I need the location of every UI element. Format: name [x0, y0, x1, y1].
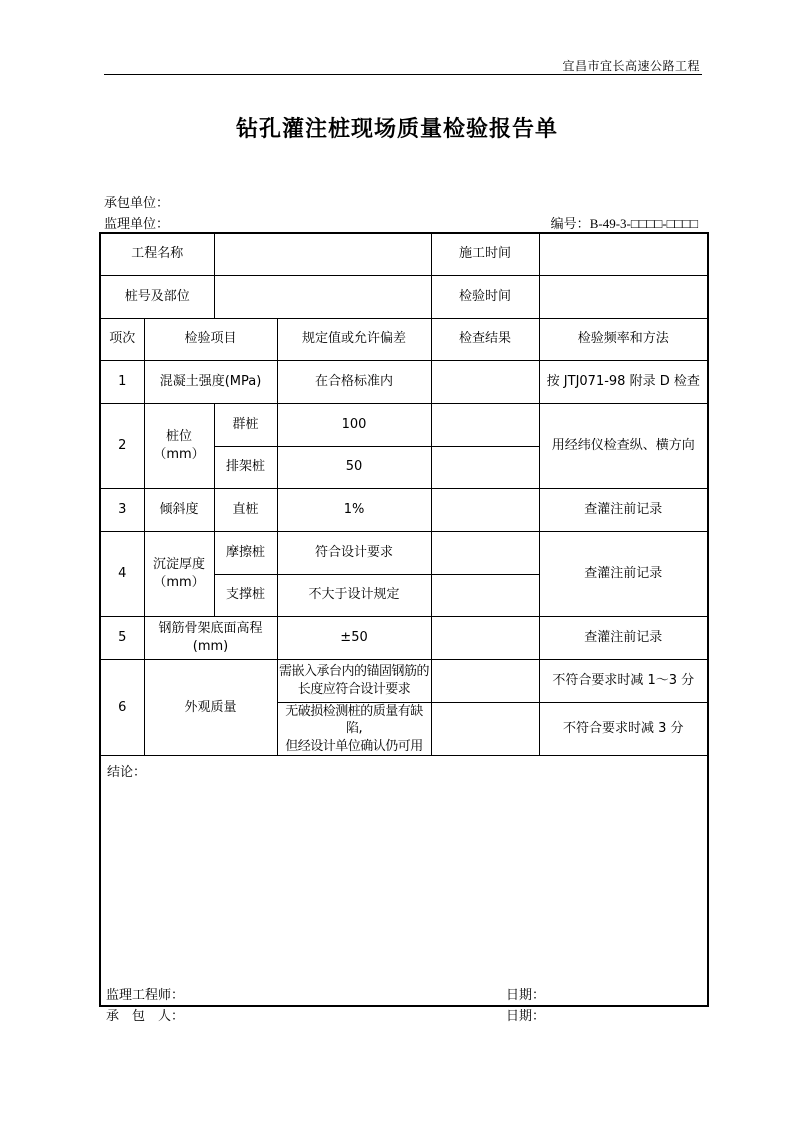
- row2-item-unit: （mm）: [153, 446, 205, 462]
- table-row: [100, 531, 708, 574]
- col-header-tolerance: 规定值或允许偏差: [277, 318, 431, 360]
- form-number-label: 编号：: [550, 217, 590, 232]
- row2-item-name: 桩位: [166, 428, 193, 444]
- row4-result1[interactable]: [431, 531, 539, 574]
- row1-result[interactable]: [431, 360, 539, 403]
- row5-result[interactable]: [431, 616, 539, 659]
- inspection-time-label: 检验时间: [431, 275, 539, 318]
- row2-tol2: 50: [277, 446, 431, 488]
- row6-tol1-line2: 长度应符合设计要求: [297, 681, 411, 697]
- table-row: [100, 488, 708, 531]
- row1-method: 按 JTJ071-98 附录 D 检查: [539, 360, 708, 403]
- conclusion-label: 结论：: [107, 765, 147, 781]
- row2-tol1: 100: [277, 403, 431, 446]
- table-row: [100, 403, 708, 446]
- contractor-label: 承包单位：: [104, 196, 170, 211]
- table-row: [100, 275, 708, 318]
- row1-item: 混凝土强度(MPa): [144, 360, 277, 403]
- table-row: [100, 360, 708, 403]
- row4-tol1: 符合设计要求: [277, 531, 431, 574]
- row2-no: 2: [100, 403, 144, 488]
- row3-result[interactable]: [431, 488, 539, 531]
- row4-no: 4: [100, 531, 144, 616]
- row4-item-unit: （mm）: [153, 574, 205, 590]
- col-header-item: 检验项目: [144, 318, 277, 360]
- row1-no: 1: [100, 360, 144, 403]
- row2-result1[interactable]: [431, 403, 539, 446]
- row3-item: 倾斜度: [144, 488, 214, 531]
- row4-item: [144, 531, 214, 616]
- inspection-table: [99, 232, 709, 1007]
- row3-tolerance: 1%: [277, 488, 431, 531]
- row4-method: 查灌注前记录: [539, 531, 708, 616]
- contractor-signature-label: 承 包 人：: [106, 1009, 185, 1024]
- project-name-label: 工程名称: [100, 233, 214, 275]
- row2-result2[interactable]: [431, 446, 539, 488]
- row3-method: 查灌注前记录: [539, 488, 708, 531]
- row6-method2: 不符合要求时减 3 分: [539, 702, 708, 756]
- table-row: [100, 233, 708, 275]
- pile-location-label: 桩号及部位: [100, 275, 214, 318]
- row4-sub2: 支撑桩: [214, 574, 277, 616]
- row5-method: 查灌注前记录: [539, 616, 708, 659]
- row5-item-name: 钢筋骨架底面高程: [158, 620, 263, 636]
- col-header-item-no: 项次: [100, 318, 144, 360]
- row1-tolerance: 在合格标准内: [277, 360, 431, 403]
- row5-tolerance: ±50: [277, 616, 431, 659]
- row4-result2[interactable]: [431, 574, 539, 616]
- engineer-signature-label: 监理工程师：: [106, 988, 185, 1003]
- construction-time-value[interactable]: [539, 233, 708, 275]
- row5-item-unit: (mm): [192, 638, 229, 654]
- col-header-method: 检验频率和方法: [539, 318, 708, 360]
- table-row: [100, 616, 708, 659]
- row6-no: 6: [100, 659, 144, 756]
- row2-item: [144, 403, 214, 488]
- conclusion-cell[interactable]: [100, 756, 708, 1007]
- row2-method: 用经纬仪检查纵、横方向: [539, 403, 708, 488]
- column-header-row: [100, 318, 708, 360]
- row3-no: 3: [100, 488, 144, 531]
- table-row: [100, 659, 708, 702]
- document-title: 钻孔灌注桩现场质量检验报告单: [235, 116, 558, 142]
- row6-tol2: [277, 702, 431, 756]
- row2-sub1: 群桩: [214, 403, 277, 446]
- col-header-result: 检查结果: [431, 318, 539, 360]
- row5-item: [144, 616, 277, 659]
- inspection-time-value[interactable]: [539, 275, 708, 318]
- row6-tol1: [277, 659, 431, 702]
- pile-location-value[interactable]: [214, 275, 431, 318]
- table-row: [100, 756, 708, 1007]
- contractor-date-label: 日期：: [506, 1009, 546, 1024]
- row6-tol2-line1: 无破损检测桩的质量有缺陷,: [285, 703, 423, 737]
- row6-result1[interactable]: [431, 659, 539, 702]
- header-rule: [104, 74, 702, 75]
- construction-time-label: 施工时间: [431, 233, 539, 275]
- row3-sub: 直桩: [214, 488, 277, 531]
- form-number: [551, 213, 698, 232]
- project-name-value[interactable]: [214, 233, 431, 275]
- row5-no: 5: [100, 616, 144, 659]
- form-number-value: B-49-3-□□□□-□□□□: [589, 216, 698, 231]
- header-org-text: 宜昌市宜长高速公路工程: [562, 59, 700, 73]
- supervisor-label: 监理单位：: [104, 217, 170, 232]
- row4-sub1: 摩擦桩: [214, 531, 277, 574]
- row6-tol1-line1: 需嵌入承台内的锚固钢筋的: [279, 663, 430, 679]
- row6-tol2-line2: 但经设计单位确认仍可用: [285, 738, 423, 754]
- row6-result2[interactable]: [431, 702, 539, 756]
- row4-item-name: 沉淀厚度: [153, 556, 206, 572]
- engineer-date-label: 日期：: [506, 988, 546, 1003]
- row2-sub2: 排架桩: [214, 446, 277, 488]
- row6-method1: 不符合要求时减 1～3 分: [539, 659, 708, 702]
- row4-tol2: 不大于设计规定: [277, 574, 431, 616]
- row6-item: 外观质量: [144, 659, 277, 756]
